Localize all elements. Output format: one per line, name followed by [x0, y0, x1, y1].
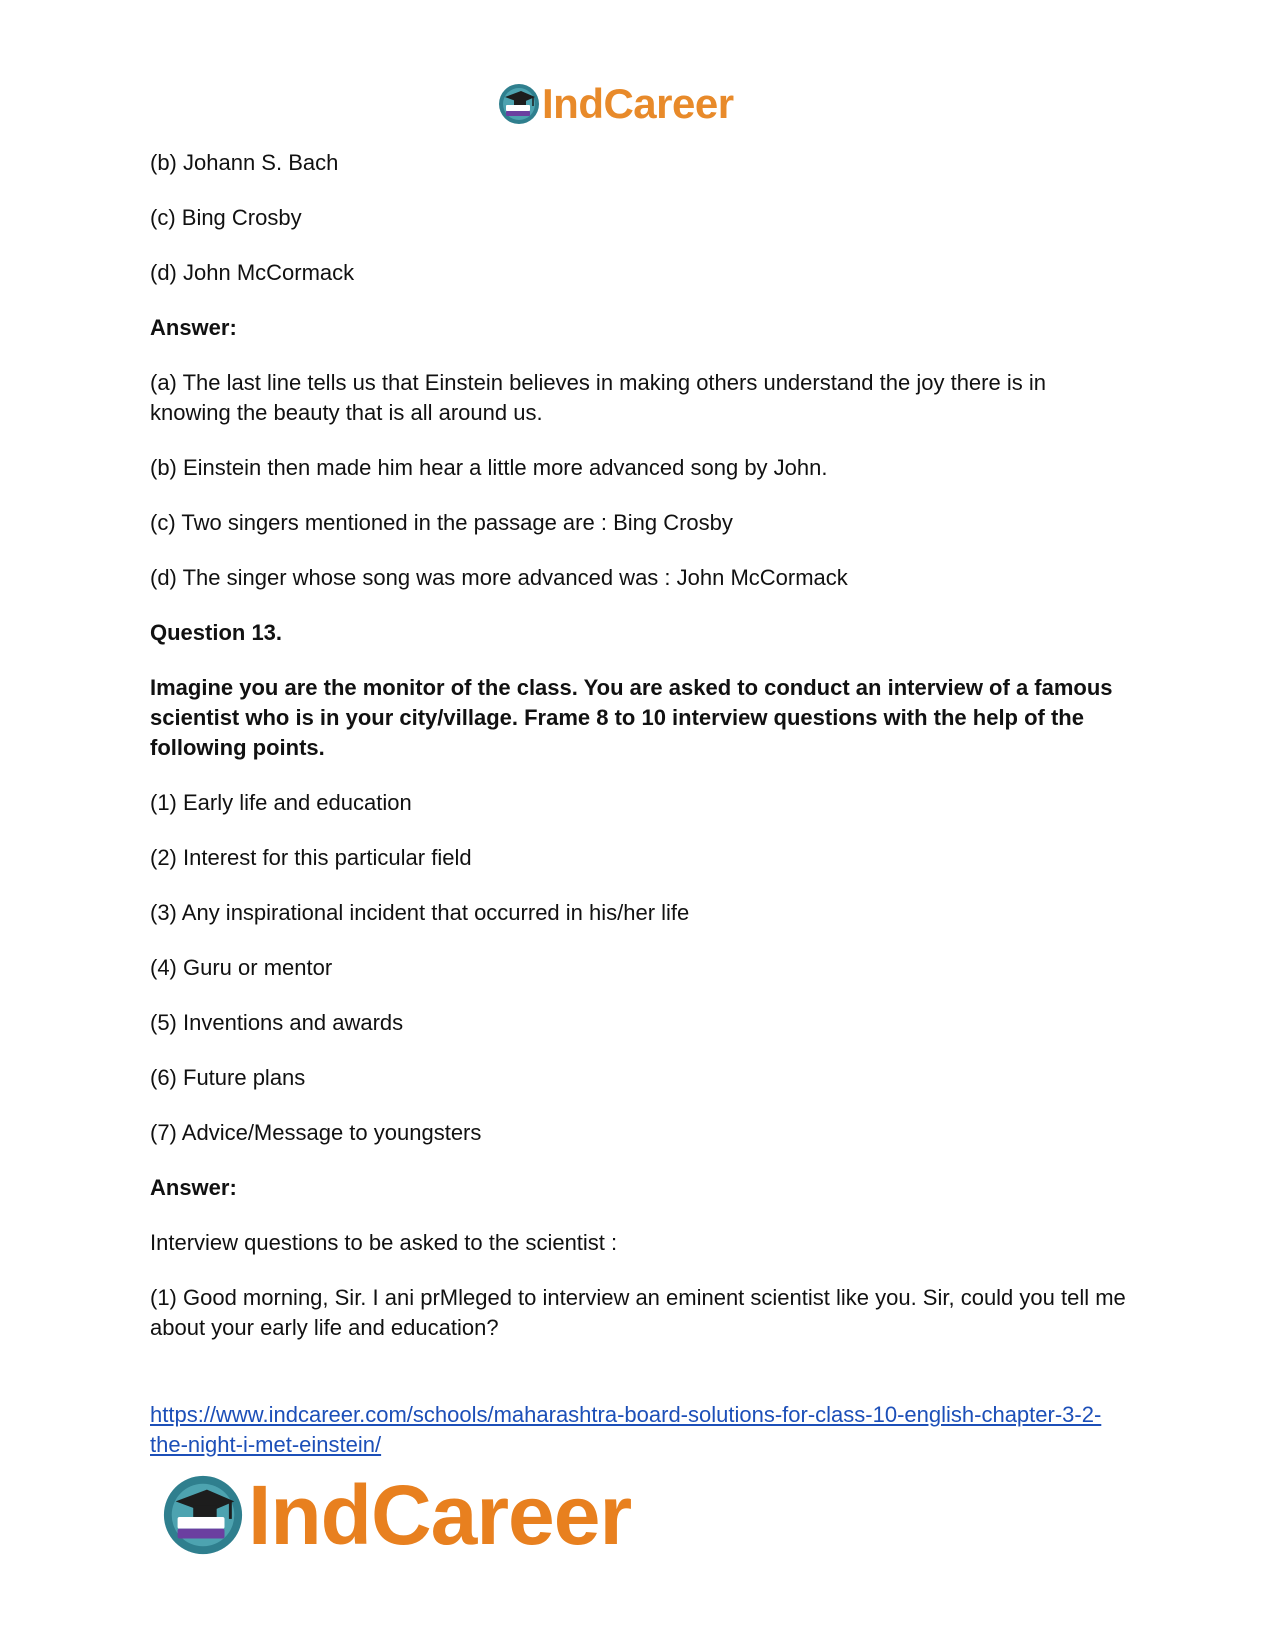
- point-item: (7) Advice/Message to youngsters: [150, 1120, 482, 1145]
- interview-intro: Interview questions to be asked to the scientist :: [150, 1230, 618, 1255]
- answer-heading: Answer:: [150, 1175, 237, 1200]
- option-c: (c) Bing Crosby: [150, 205, 302, 230]
- source-link[interactable]: https://www.indcareer.com/schools/maharashtra-board-solutions-for-class-10-english-chapter-3-2-the-night-i-met-einstein/: [150, 1402, 1102, 1457]
- graduation-cap-book-icon: [497, 82, 541, 126]
- point-item: (5) Inventions and awards: [150, 1010, 404, 1035]
- question-text: Imagine you are the monitor of the class. You are asked to conduct an interview of a famous scientist who is in your city/village. Frame 8 to 10 interview questions with the help of the following points.: [150, 675, 1113, 760]
- interview-question-1: (1) Good morning, Sir. I ani prMleged to interview an eminent scientist like you. Sir, could you tell me about your early life and education?: [150, 1285, 1126, 1340]
- source-link-block: [150, 1400, 1130, 1460]
- answer-b: (b) Einstein then made him hear a little more advanced song by John.: [150, 455, 828, 480]
- option-d: (d) John McCormack: [150, 260, 355, 285]
- graduation-cap-book-icon: [160, 1472, 246, 1558]
- point-item: (2) Interest for this particular field: [150, 845, 472, 870]
- point-item: (4) Guru or mentor: [150, 955, 333, 980]
- question-heading: Question 13.: [150, 620, 283, 645]
- header-logo-text: IndCareer: [542, 80, 734, 127]
- point-item: (6) Future plans: [150, 1065, 306, 1090]
- answer-a: (a) The last line tells us that Einstein believes in making others understand the joy there is in knowing the beauty that is all around us.: [150, 370, 1046, 425]
- point-item: (1) Early life and education: [150, 790, 412, 815]
- answer-heading: Answer:: [150, 315, 237, 340]
- header-logo: [497, 80, 734, 128]
- answer-c: (c) Two singers mentioned in the passage are : Bing Crosby: [150, 510, 733, 535]
- footer-logo: [160, 1470, 631, 1560]
- footer-logo-text: IndCareer: [248, 1468, 632, 1562]
- answer-d: (d) The singer whose song was more advanced was : John McCormack: [150, 565, 848, 590]
- document-body: [150, 148, 1130, 1368]
- point-item: (3) Any inspirational incident that occurred in his/her life: [150, 900, 690, 925]
- option-b: (b) Johann S. Bach: [150, 150, 339, 175]
